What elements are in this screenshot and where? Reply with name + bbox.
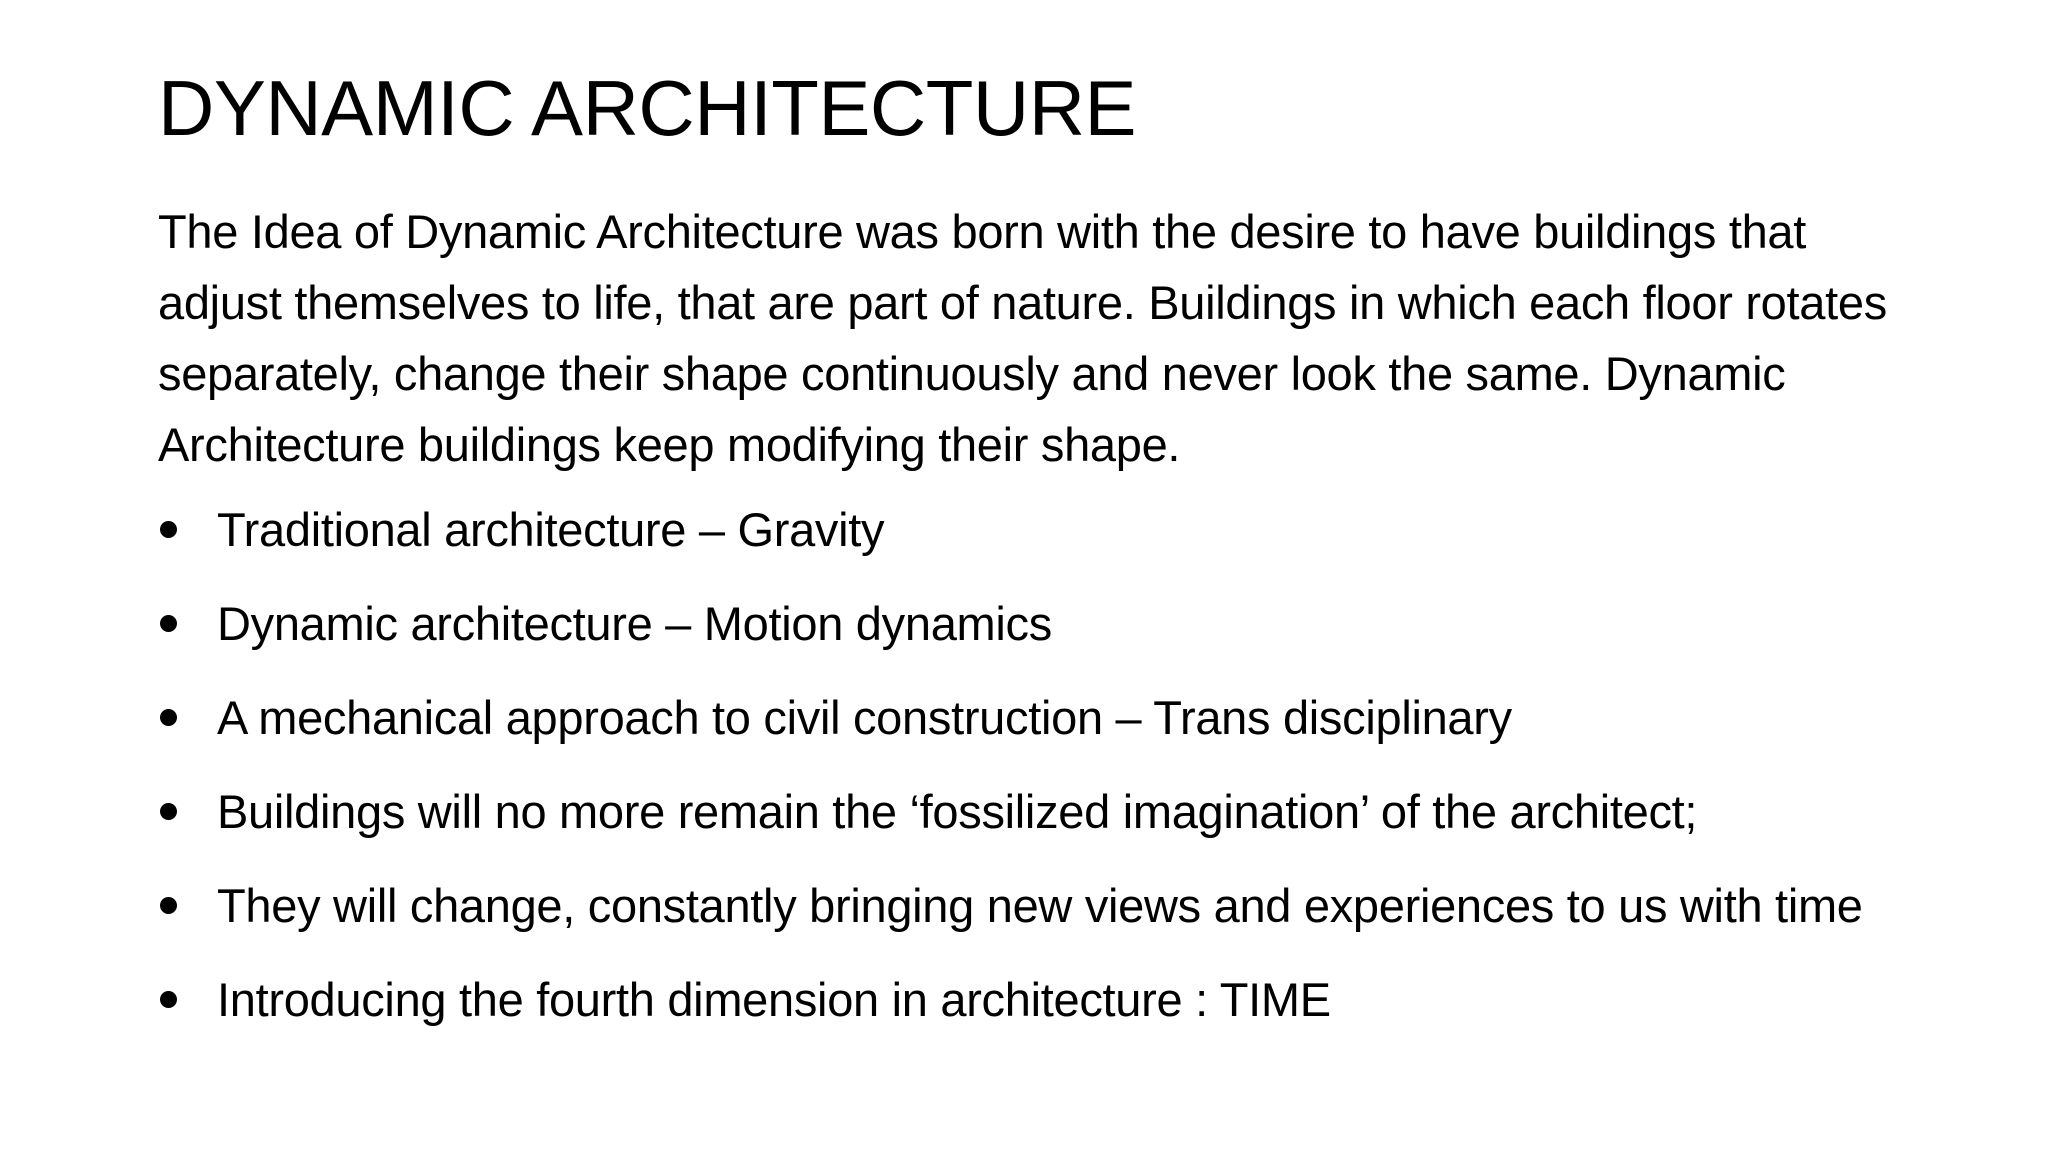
bullet-icon <box>160 991 177 1008</box>
bullet-text: Introducing the fourth dimension in architecture : TIME <box>217 973 1331 1026</box>
list-item <box>158 964 1918 1035</box>
list-item <box>158 776 1918 847</box>
list-item <box>158 494 1918 565</box>
list-item <box>158 682 1918 753</box>
bullet-text: A mechanical approach to civil construction – Trans disciplinary <box>217 691 1512 744</box>
bullet-icon <box>160 803 177 820</box>
bullet-text: Dynamic architecture – Motion dynamics <box>217 597 1052 650</box>
list-item <box>158 588 1918 659</box>
list-item <box>158 870 1918 941</box>
bullet-icon <box>160 897 177 914</box>
bullet-icon <box>160 615 177 632</box>
bullet-text: They will change, constantly bringing new views and experiences to us with time <box>217 879 1863 932</box>
bullet-list <box>158 494 1918 1035</box>
bullet-text: Buildings will no more remain the ‘fossilized imagination’ of the architect; <box>217 785 1698 838</box>
bullet-icon <box>160 521 177 538</box>
slide-body <box>158 196 1918 1058</box>
intro-paragraph: The Idea of Dynamic Architecture was born with the desire to have buildings that adjust themselves to life, that are part of nature. Buildings in which each floor rotates separately, change their shape continuously and never look the same. Dynamic Architecture buildings keep modifying their shape. <box>158 205 1887 471</box>
bullet-text: Traditional architecture – Gravity <box>217 503 885 556</box>
bullet-icon <box>160 709 177 726</box>
slide-title: DYNAMIC ARCHITECTURE <box>158 64 1137 152</box>
